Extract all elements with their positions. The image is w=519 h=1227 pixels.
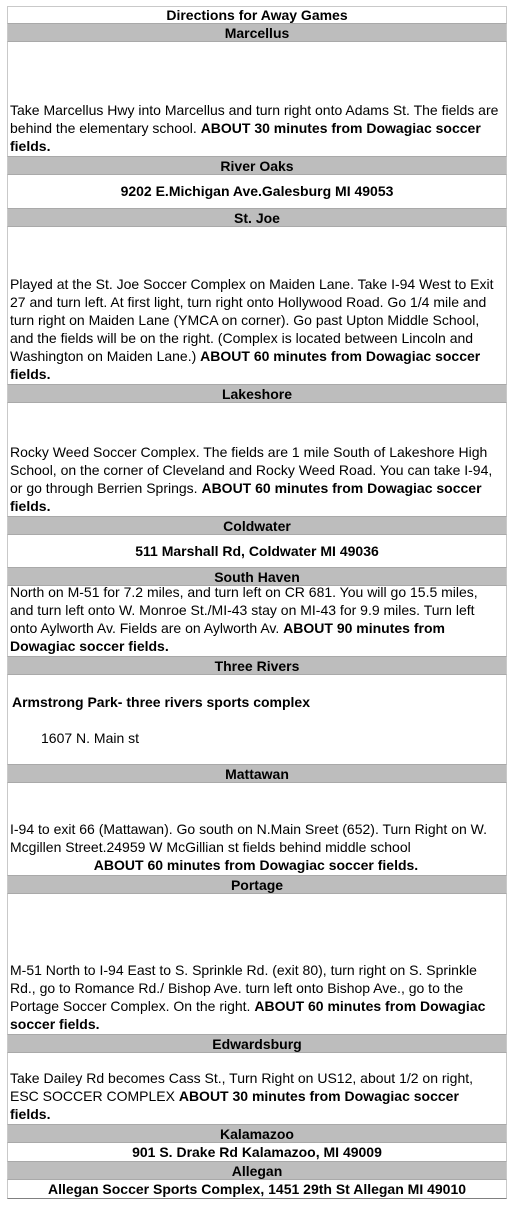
- section-header-river-oaks: River Oaks: [7, 156, 507, 175]
- section-body-south-haven: [7, 586, 507, 656]
- travel-time: ABOUT 30 minutes from Dowagiac soccer fields.: [10, 120, 481, 154]
- section-header-marcellus: Marcellus: [7, 23, 507, 42]
- section-header-allegan: Allegan: [7, 1161, 507, 1180]
- section-body-three-rivers: [7, 675, 507, 764]
- section-body-marcellus: [7, 42, 507, 156]
- address: 1607 N. Main st: [41, 730, 140, 746]
- section-header-lakeshore: Lakeshore: [7, 384, 507, 403]
- directions-plain: Played at the St. Joe Soccer Complex on Maiden Lane. Take I-94 West to Exit 27 and turn left. At first light, turn right onto Hollywood Road. Go 1/4 mile and turn right on Maiden Lane (YMCA on corner). Go past Upton Middle School, and the fields will be on the right. (Complex is located between Lincoln and Washington on Maiden Lane.): [10, 276, 494, 364]
- directions-plain: Take Marcellus Hwy into Marcellus and turn right onto Adams St. The fields are behind the elementary school.: [10, 102, 499, 136]
- directions-text: [10, 583, 502, 655]
- directions-text: [10, 1069, 502, 1123]
- travel-time: ABOUT 30 minutes from Dowagiac soccer fields.: [10, 1088, 459, 1122]
- section-header-edwardsburg: Edwardsburg: [7, 1034, 507, 1053]
- address: 901 S. Drake Rd Kalamazoo, MI 49009: [132, 1144, 382, 1160]
- directions-plain: I-94 to exit 66 (Mattawan). Go south on N.Main Sreet (652). Turn Right on W. Mcgillen Street.24959 W McGillian st fields behind middle school: [10, 821, 487, 855]
- section-header-coldwater: Coldwater: [7, 516, 507, 535]
- section-header-south-haven: South Haven: [7, 567, 507, 586]
- directions-text: [10, 961, 502, 1033]
- section-body-mattawan: [7, 783, 507, 875]
- address: 511 Marshall Rd, Coldwater MI 49036: [135, 543, 379, 559]
- travel-time: ABOUT 60 minutes from Dowagiac soccer fields.: [10, 480, 482, 514]
- section-body-allegan: [7, 1180, 507, 1199]
- section-body-river-oaks: [7, 175, 507, 208]
- address: 9202 E.Michigan Ave.Galesburg MI 49053: [120, 183, 394, 199]
- section-body-st-joe: [7, 227, 507, 384]
- directions-text: [10, 820, 502, 874]
- directions-text: [10, 275, 502, 383]
- section-header-three-rivers: Three Rivers: [7, 656, 507, 675]
- section-header-mattawan: Mattawan: [7, 764, 507, 783]
- directions-text: [10, 101, 502, 155]
- travel-time: ABOUT 60 minutes from Dowagiac soccer fields.: [93, 857, 419, 873]
- directions-plain: Rocky Weed Soccer Complex. The fields are 1 mile South of Lakeshore High School, on the corner of Cleveland and Rocky Weed Road. You can take I-94, or go through Berrien Springs.: [10, 444, 493, 496]
- directions-plain: M-51 North to I-94 East to S. Sprinkle Rd. (exit 80), turn right on S. Sprinkle Rd., go to Romance Rd./ Bishop Ave. turn left onto Bishop Ave., go to the Portage Soccer Complex. On the right.: [10, 962, 477, 1014]
- section-body-lakeshore: [7, 403, 507, 516]
- directions-text: [10, 443, 502, 515]
- travel-time: ABOUT 90 minutes from Dowagiac soccer fields.: [10, 620, 445, 654]
- directions-plain: North on M-51 for 7.2 miles, and turn left on CR 681. You will go 15.5 miles, and turn left onto W. Monroe St./MI-43 stay on MI-43 for 9.9 miles. Turn left onto Aylworth Av. Fields are on Aylworth Av.: [10, 584, 478, 636]
- address: Allegan Soccer Sports Complex, 1451 29th St Allegan MI 49010: [47, 1181, 467, 1197]
- section-body-kalamazoo: [7, 1143, 507, 1161]
- section-body-portage: [7, 894, 507, 1034]
- travel-time: ABOUT 60 minutes from Dowagiac soccer fields.: [10, 998, 486, 1032]
- section-header-portage: Portage: [7, 875, 507, 894]
- directions-plain: Take Dailey Rd becomes Cass St., Turn Right on US12, about 1/2 on right, ESC SOCCER COMPLEX: [10, 1070, 474, 1104]
- travel-time: ABOUT 60 minutes from Dowagiac soccer fields.: [10, 348, 481, 382]
- section-header-st-joe: St. Joe: [7, 208, 507, 227]
- section-header-kalamazoo: Kalamazoo: [7, 1124, 507, 1143]
- section-body-edwardsburg: [7, 1053, 507, 1124]
- venue-name: Armstrong Park- three rivers sports complex: [12, 694, 310, 710]
- page-title: Directions for Away Games: [7, 6, 507, 23]
- section-body-coldwater: [7, 535, 507, 567]
